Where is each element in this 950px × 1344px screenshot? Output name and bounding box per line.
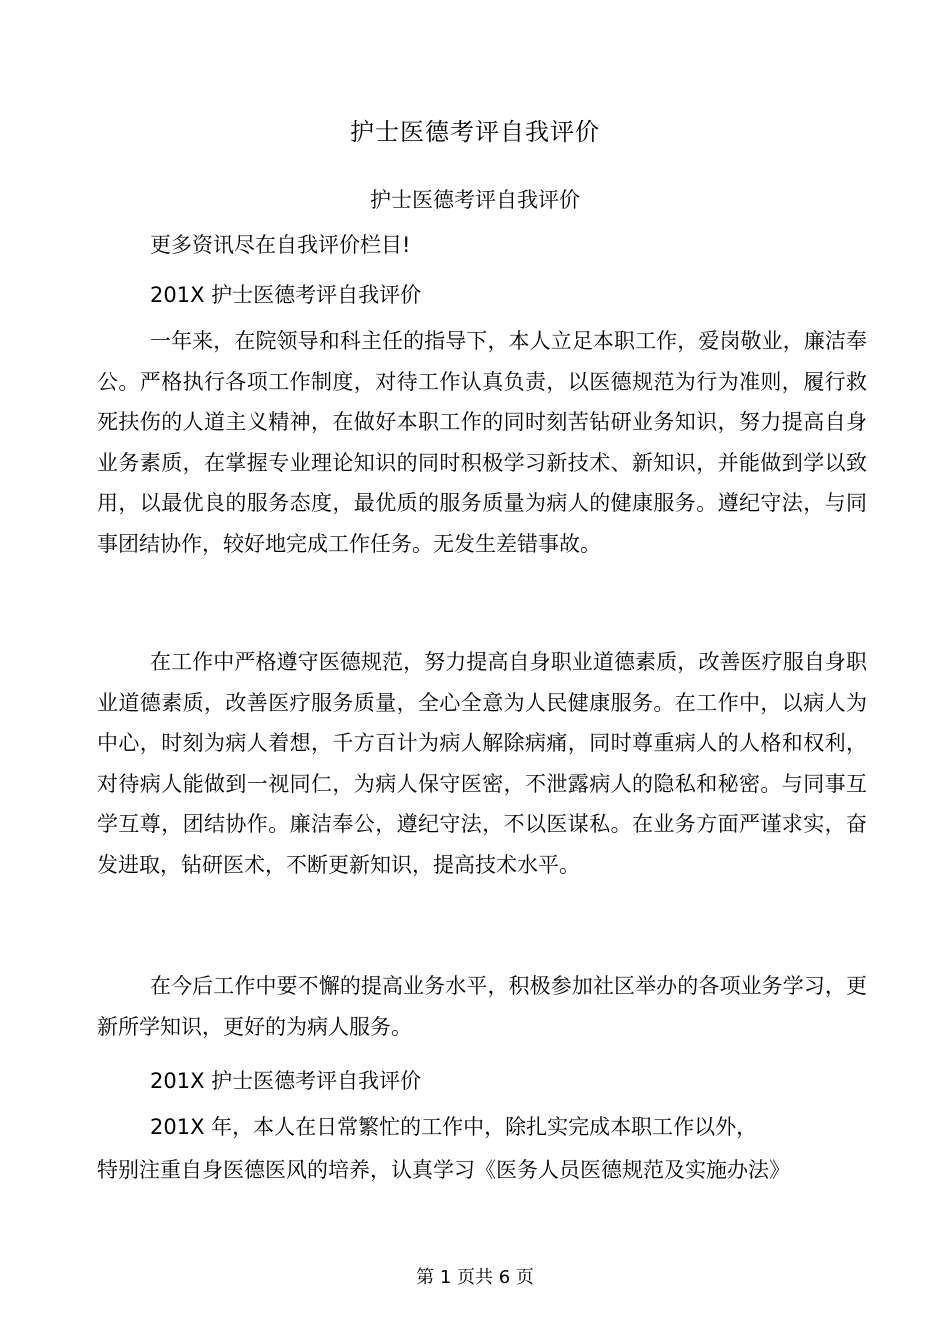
section-heading-1: 201X 护士医德考评自我评价: [150, 283, 422, 307]
document-title: 护士医德考评自我评价: [350, 118, 600, 146]
paragraph-intro: 更多资讯尽在自我评价栏目!: [150, 233, 411, 257]
section-heading-2: 201X 护士医德考评自我评价: [150, 1069, 422, 1093]
paragraph-body-4-line-1: 201X 年，本人在日常繁忙的工作中，除扎实完成本职工作以外，: [150, 1115, 758, 1139]
document-subtitle: 护士医德考评自我评价: [370, 188, 580, 212]
paragraph-body-1: 一年来，在院领导和科主任的指导下，本人立足本职工作，爱岗敬业，廉洁奉公。严格执行各项工作制度，对待工作认真负责，以医德规范为行为准则，履行救死扶伤的人道主义精神，在做好本职工作的同时刻苦钻研业务知识，努力提高自身业务素质，在掌握专业理论知识的同时积极学习新技术、新知识，并能做到学以致用，以最优良的服务态度，最优质的服务质量为病人的健康服务。遵纪守法，与同事团结协作，较好地完成工作任务。无发生差错事故。: [97, 329, 867, 556]
paragraph-body-4-line-2: 特别注重自身医德医风的培养，认真学习《医务人员医德规范及实施办法》: [97, 1158, 790, 1182]
page-number: 第 1 页共 6 页: [416, 1267, 534, 1288]
paragraph-body-2: 在工作中严格遵守医德规范，努力提高自身职业道德素质，改善医疗服自身职业道德素质，改善医疗服务质量，全心全意为人民健康服务。在工作中，以病人为中心，时刻为病人着想，千方百计为病人解除病痛，同时尊重病人的人格和权利，对待病人能做到一视同仁，为病人保守医密，不泄露病人的隐私和秘密。与同事互学互尊，团结协作。廉洁奉公，遵纪守法，不以医谋私。在业务方面严谨求实，奋发进取，钻研医术，不断更新知识，提高技术水平。: [97, 650, 867, 877]
paragraph-body-3: 在今后工作中要不懈的提高业务水平，积极参加社区举办的各项业务学习，更新所学知识，更好的为病人服务。: [97, 974, 867, 1039]
